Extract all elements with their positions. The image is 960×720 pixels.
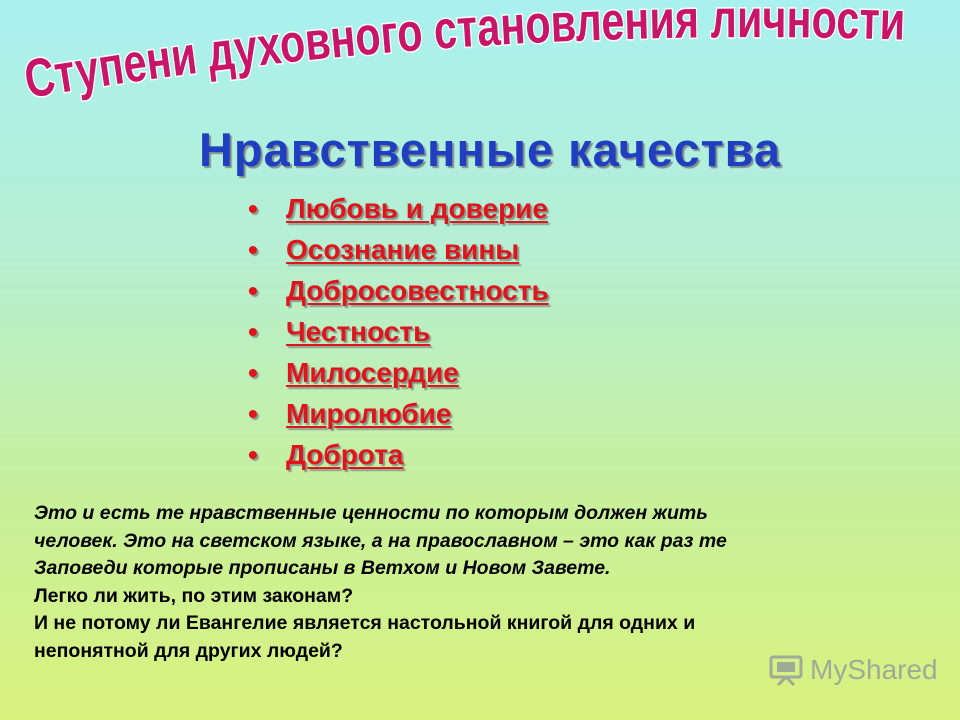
bullet-icon (248, 188, 286, 229)
svg-text:Ступени духовного становления (20, 0, 914, 110)
paragraph-line: человек. Это на светском языке, а на православном – это как раз те (34, 529, 727, 552)
watermark-logo (768, 654, 938, 686)
list-item[interactable] (248, 188, 549, 229)
list-item[interactable] (248, 270, 549, 311)
bullet-icon (248, 229, 286, 270)
bullet-icon (248, 352, 286, 393)
section-heading: Нравственные качества (198, 123, 782, 176)
paragraph-line: непонятной для других людей? (34, 639, 343, 662)
quality-link[interactable]: Милосердие (286, 357, 459, 388)
presentation-board-icon (768, 654, 804, 686)
watermark-text: MyShared (810, 654, 938, 685)
bullet-icon (248, 434, 286, 475)
bullet-icon (248, 311, 286, 352)
list-item[interactable] (248, 311, 549, 352)
bullet-icon (248, 270, 286, 311)
paragraph-line: Легко ли жить, по этим законам? (34, 584, 354, 607)
quality-link[interactable]: Добросовестность (286, 275, 549, 306)
quality-link[interactable]: Миролюбие (286, 398, 452, 429)
quality-link[interactable]: Доброта (286, 439, 404, 470)
quality-link[interactable]: Честность (286, 316, 431, 347)
list-item[interactable] (248, 434, 549, 475)
paragraph-line: Это и есть те нравственные ценности по которым должен жить (34, 502, 708, 524)
slide-title-text: Ступени духовного становления личности (20, 0, 914, 110)
bullet-icon (248, 393, 286, 434)
list-item[interactable] (248, 393, 549, 434)
list-item[interactable] (248, 229, 549, 270)
quality-link[interactable]: Осознание вины (286, 234, 520, 265)
list-item[interactable] (248, 352, 549, 393)
paragraph-line: Заповеди которые прописаны в Ветхом и Новом Завете. (34, 557, 611, 579)
body-paragraph (34, 500, 934, 665)
qualities-list (248, 188, 549, 475)
slide-title (0, 0, 960, 120)
paragraph-line: И не потому ли Евангелие является настольной книгой для одних и (34, 612, 696, 634)
quality-link[interactable]: Любовь и доверие (286, 193, 548, 224)
